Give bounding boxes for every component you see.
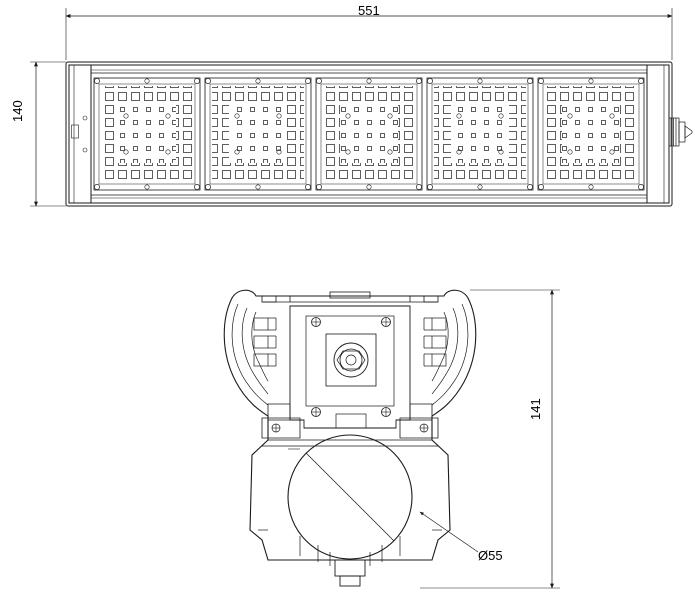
led-panel-1 xyxy=(94,78,200,190)
dimension-lines-side xyxy=(420,290,560,588)
top-rail xyxy=(256,292,444,302)
dimension-label-diameter-55: Ø55 xyxy=(478,548,503,563)
mounting-plate xyxy=(290,306,410,428)
end-cap-left xyxy=(69,65,91,203)
diameter-leader xyxy=(420,512,478,552)
led-panel-3 xyxy=(316,78,422,190)
led-panel-5 xyxy=(538,78,644,190)
dimension-label-551: 551 xyxy=(358,3,380,18)
led-panel-2 xyxy=(205,78,311,190)
bottom-fins xyxy=(258,530,442,586)
pole-mount xyxy=(288,435,412,559)
led-panel-4 xyxy=(427,78,533,190)
front-view xyxy=(30,8,692,206)
led-panel-group xyxy=(94,78,644,190)
end-cap-right xyxy=(647,65,669,203)
right-wing-detail xyxy=(424,304,468,405)
side-view xyxy=(224,290,560,588)
left-wing-detail xyxy=(232,304,276,405)
dimension-label-141: 141 xyxy=(528,398,543,420)
dimension-label-140: 140 xyxy=(10,100,25,122)
clamp-brackets xyxy=(262,404,438,446)
